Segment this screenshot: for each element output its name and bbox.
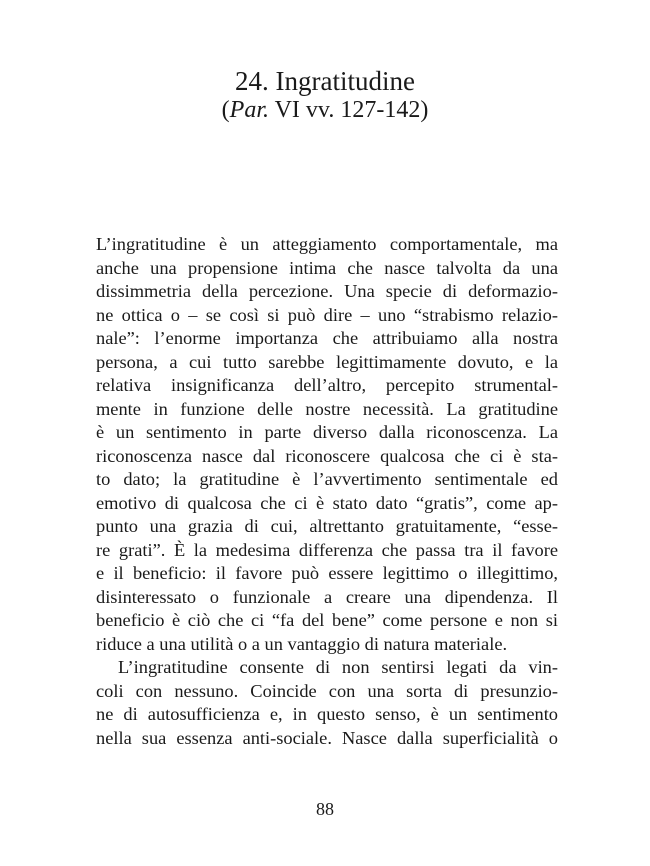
text-line: riduce a una utilità o a un vantaggio di natura materiale. [96, 633, 508, 654]
chapter-heading [0, 66, 650, 124]
chapter-subtitle [0, 96, 650, 124]
subtitle-work-reference: Par. [229, 97, 269, 123]
subtitle-open-paren: ( [221, 97, 230, 123]
text-line: punto una grazia di cui, altrettanto gratuitamente, “esse- [96, 516, 558, 536]
text-line: ne ottica o – se così si può dire – uno “strabismo relazio- [96, 304, 558, 325]
text-line: mente in funzione delle nostre necessità. La gratitudine [96, 398, 558, 419]
text-line: nale”: l’enorme importanza che attribuiamo alla nostra [96, 328, 558, 348]
page-number: 88 [316, 799, 334, 819]
text-line: coli con nessuno. Coincide con una sorta di presunzio- [96, 680, 558, 701]
text-line: L’ingratitudine consente di non sentirsi legati da vin- [118, 657, 558, 677]
text-line: dissimmetria della percezione. Una specie di deformazio- [96, 281, 558, 301]
chapter-title: 24. Ingratitudine [235, 66, 415, 96]
text-line: è un sentimento in parte diverso dalla riconoscenza. La [96, 422, 558, 442]
subtitle-verse-range: VI vv. 127-142) [269, 97, 429, 123]
text-line: riconoscenza nasce dal riconoscere qualcosa che ci è sta- [96, 445, 558, 466]
body-text [96, 233, 558, 750]
text-line: relativa insignificanza dell’altro, percepito strumental- [96, 375, 558, 395]
text-line: persona, a cui tutto sarebbe legittimamente dovuto, e la [96, 351, 558, 372]
text-line: L’ingratitudine è un atteggiamento comportamentale, ma [96, 234, 558, 254]
text-line: disinteressato o funzionale a creare una dipendenza. Il [96, 586, 558, 607]
text-line: re grati”. È la medesima differenza che passa tra il favore [96, 539, 558, 560]
text-line: beneficio è ciò che ci “fa del bene” come persone e non si [96, 610, 558, 630]
text-line: anche una propensione intima che nasce talvolta da una [96, 257, 558, 278]
text-line: nella sua essenza anti-sociale. Nasce dalla superficialità o [96, 727, 558, 748]
text-line: to dato; la gratitudine è l’avvertimento sentimentale ed [96, 469, 558, 489]
text-line: ne di autosufficienza e, in questo senso, è un sentimento [96, 704, 558, 724]
text-line: emotivo di qualcosa che ci è stato dato “gratis”, come ap- [96, 492, 558, 513]
text-line: e il beneficio: il favore può essere legittimo o illegittimo, [96, 563, 558, 583]
